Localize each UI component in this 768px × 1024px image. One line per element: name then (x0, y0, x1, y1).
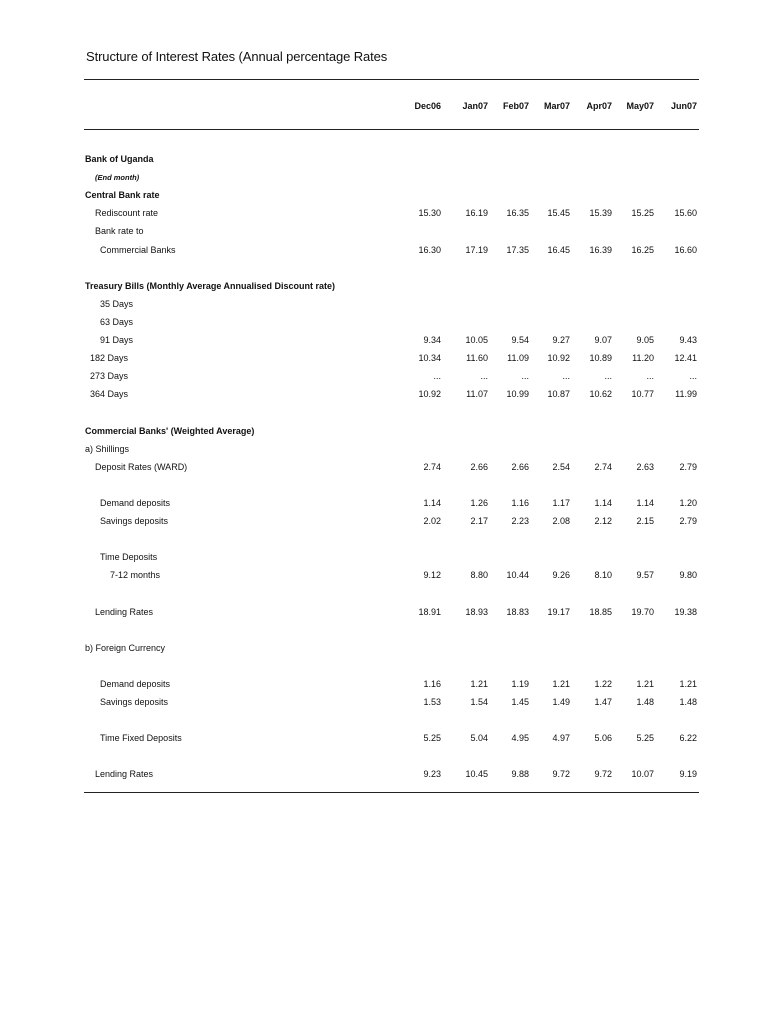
value-cell: 11.07 (466, 389, 488, 400)
row-label: 273 Days (90, 371, 129, 382)
value-cell: 2.66 (511, 461, 529, 472)
value-cell: ... (562, 371, 570, 382)
row-label: b) Foreign Currency (85, 642, 166, 653)
value-cell: 9.26 (552, 570, 570, 581)
value-cell: 11.99 (675, 389, 697, 400)
value-cell: 11.20 (632, 353, 654, 364)
value-cell: 9.72 (594, 769, 612, 780)
value-cell: 9.07 (594, 335, 612, 345)
table-row (0, 371, 768, 383)
row-label: 35 Days (100, 298, 134, 309)
table-row (0, 552, 768, 564)
value-cell: 18.85 (589, 606, 612, 617)
table-row (0, 190, 768, 202)
page-title: Structure of Interest Rates (Annual percentage Rates (86, 49, 388, 64)
value-cell: 12.41 (674, 353, 697, 364)
row-label: Lending Rates (95, 606, 154, 617)
value-cell: 10.05 (465, 335, 488, 345)
table-row (0, 335, 768, 347)
value-cell: 10.45 (465, 769, 488, 780)
value-cell: 1.20 (679, 497, 697, 508)
value-cell: 9.88 (511, 769, 529, 780)
value-cell: 2.66 (470, 461, 488, 472)
value-cell: 16.60 (674, 244, 697, 255)
table-row (0, 245, 768, 257)
column-header-jun07: Jun07 (670, 101, 697, 111)
value-cell: 19.38 (674, 606, 697, 617)
value-cell: 15.30 (418, 208, 441, 219)
value-cell: 10.07 (631, 769, 654, 780)
value-cell: ... (521, 371, 529, 382)
value-cell: 4.95 (511, 733, 529, 744)
value-cell: 18.93 (465, 606, 488, 617)
value-cell: 1.48 (679, 697, 697, 707)
value-cell: 2.63 (636, 461, 654, 472)
table-row (0, 715, 768, 727)
value-cell: 2.17 (470, 516, 488, 526)
value-cell: 10.99 (506, 389, 529, 400)
table-row (0, 407, 768, 419)
value-cell: 19.70 (631, 606, 654, 617)
column-header-feb07: Feb07 (502, 101, 529, 111)
table-row (0, 353, 768, 365)
value-cell: 15.25 (631, 208, 654, 219)
value-cell: 1.16 (511, 497, 529, 508)
table-row (0, 281, 768, 293)
row-label: Rediscount rate (95, 208, 159, 219)
value-cell: 2.79 (679, 461, 697, 472)
table-row (0, 480, 768, 492)
value-cell: ... (689, 371, 697, 382)
value-cell: 1.21 (636, 678, 654, 689)
value-cell: ... (480, 371, 488, 382)
value-cell: 17.35 (506, 244, 529, 255)
value-cell: 2.79 (679, 516, 697, 526)
value-cell: 11.60 (466, 353, 488, 364)
value-cell: 1.14 (594, 497, 612, 508)
value-cell: 2.23 (511, 516, 529, 526)
value-cell: 9.54 (511, 335, 529, 345)
row-label: Commercial Banks' (Weighted Average) (85, 425, 255, 436)
value-cell: 2.15 (636, 516, 654, 526)
value-cell: 1.49 (552, 697, 570, 707)
row-label: Bank rate to (95, 226, 144, 237)
value-cell: 1.21 (679, 678, 697, 689)
table-row (0, 299, 768, 311)
value-cell: 2.74 (594, 461, 612, 472)
table-row (0, 733, 768, 745)
table-row (0, 570, 768, 582)
column-header-apr07: Apr07 (586, 101, 612, 111)
row-label: a) Shillings (85, 443, 130, 454)
value-cell: 10.87 (547, 389, 570, 400)
row-label: Central Bank rate (85, 190, 160, 201)
value-cell: 5.06 (594, 733, 612, 744)
value-cell: 1.22 (594, 678, 612, 689)
value-cell: 10.34 (418, 353, 441, 364)
row-label: 182 Days (90, 353, 129, 364)
value-cell: 1.45 (511, 697, 529, 707)
value-cell: ... (646, 371, 654, 382)
row-label: 91 Days (100, 335, 134, 345)
value-cell: 4.97 (552, 733, 570, 744)
table-row (0, 389, 768, 401)
value-cell: 9.12 (423, 570, 441, 581)
value-cell: 10.89 (589, 353, 612, 364)
value-cell: 1.48 (636, 697, 654, 707)
table-row (0, 588, 768, 600)
value-cell: 1.21 (552, 678, 570, 689)
value-cell: 2.54 (552, 461, 570, 472)
value-cell: 1.14 (636, 497, 654, 508)
value-cell: 16.45 (547, 244, 570, 255)
value-cell: 9.57 (636, 570, 654, 581)
value-cell: 10.44 (506, 570, 529, 581)
value-cell: 10.62 (589, 389, 612, 400)
table-row (0, 498, 768, 510)
table-row (0, 697, 768, 709)
row-label: Bank of Uganda (85, 154, 154, 164)
table-row (0, 426, 768, 438)
value-cell: 6.22 (679, 733, 697, 744)
table-row (0, 317, 768, 329)
value-cell: 9.72 (552, 769, 570, 780)
value-cell: 15.39 (589, 208, 612, 219)
row-label: Time Fixed Deposits (100, 733, 182, 744)
value-cell: 1.14 (423, 497, 441, 508)
value-cell: 2.08 (552, 516, 570, 526)
table-row (0, 444, 768, 456)
table-row (0, 172, 768, 184)
value-cell: 10.92 (418, 389, 441, 400)
row-label: Demand deposits (100, 497, 171, 508)
value-cell: 1.26 (470, 497, 488, 508)
value-cell: 9.80 (679, 570, 697, 581)
row-label: 63 Days (100, 316, 134, 327)
row-label: Savings deposits (100, 697, 169, 707)
value-cell: 1.53 (423, 697, 441, 707)
value-cell: 11.09 (507, 353, 529, 364)
value-cell: 5.25 (423, 733, 441, 744)
value-cell: 1.16 (423, 678, 441, 689)
value-cell: 10.92 (547, 353, 570, 364)
value-cell: 1.17 (552, 497, 570, 508)
value-cell: 15.60 (674, 208, 697, 219)
value-cell: 9.05 (636, 335, 654, 345)
table-row (0, 263, 768, 275)
value-cell: 1.19 (511, 678, 529, 689)
value-cell: 5.04 (470, 733, 488, 744)
value-cell: 16.25 (631, 244, 654, 255)
value-cell: 9.19 (679, 769, 697, 780)
value-cell: 5.25 (636, 733, 654, 744)
table-row (0, 208, 768, 220)
value-cell: 16.39 (589, 244, 612, 255)
table-row (0, 751, 768, 763)
value-cell: 16.30 (418, 244, 441, 255)
table-row (0, 462, 768, 474)
value-cell: 9.27 (552, 335, 570, 345)
table-bottom-rule (84, 792, 699, 793)
table-row (0, 625, 768, 637)
value-cell: ... (433, 371, 441, 382)
value-cell: 1.21 (470, 678, 488, 689)
table-row (0, 534, 768, 546)
row-label: Savings deposits (100, 516, 169, 526)
table-row (0, 679, 768, 691)
row-label: Time Deposits (100, 552, 158, 563)
row-label: Deposit Rates (WARD) (95, 461, 188, 472)
value-cell: 16.35 (506, 208, 529, 219)
value-cell: 1.47 (594, 697, 612, 707)
column-header-jan07: Jan07 (462, 101, 488, 111)
value-cell: ... (604, 371, 612, 382)
value-cell: 9.43 (679, 335, 697, 345)
row-label: Lending Rates (95, 769, 154, 780)
value-cell: 1.54 (470, 697, 488, 707)
value-cell: 16.19 (465, 208, 488, 219)
row-label: (End month) (95, 173, 140, 183)
value-cell: 9.34 (423, 335, 441, 345)
column-header-may07: May07 (626, 101, 654, 111)
column-header-mar07: Mar07 (543, 101, 570, 111)
table-row (0, 769, 768, 781)
table-row (0, 607, 768, 619)
value-cell: 18.91 (418, 606, 441, 617)
row-label: Commercial Banks (100, 244, 176, 255)
table-row (0, 154, 768, 166)
value-cell: 15.45 (547, 208, 570, 219)
row-label: 364 Days (90, 389, 129, 400)
table-row (0, 661, 768, 673)
row-label: Demand deposits (100, 678, 171, 689)
row-label: Treasury Bills (Monthly Average Annualised Discount rate) (85, 280, 336, 291)
value-cell: 8.80 (470, 570, 488, 581)
value-cell: 2.02 (423, 516, 441, 526)
value-cell: 9.23 (423, 769, 441, 780)
value-cell: 19.17 (547, 606, 570, 617)
table-row (0, 516, 768, 528)
value-cell: 8.10 (594, 570, 612, 581)
value-cell: 18.83 (506, 606, 529, 617)
value-cell: 2.12 (594, 516, 612, 526)
value-cell: 17.19 (465, 244, 488, 255)
table-row (0, 226, 768, 238)
row-label: 7-12 months (110, 570, 161, 581)
column-header-dec06: Dec06 (414, 101, 441, 111)
table-row (0, 643, 768, 655)
value-cell: 2.74 (423, 461, 441, 472)
value-cell: 10.77 (631, 389, 654, 400)
